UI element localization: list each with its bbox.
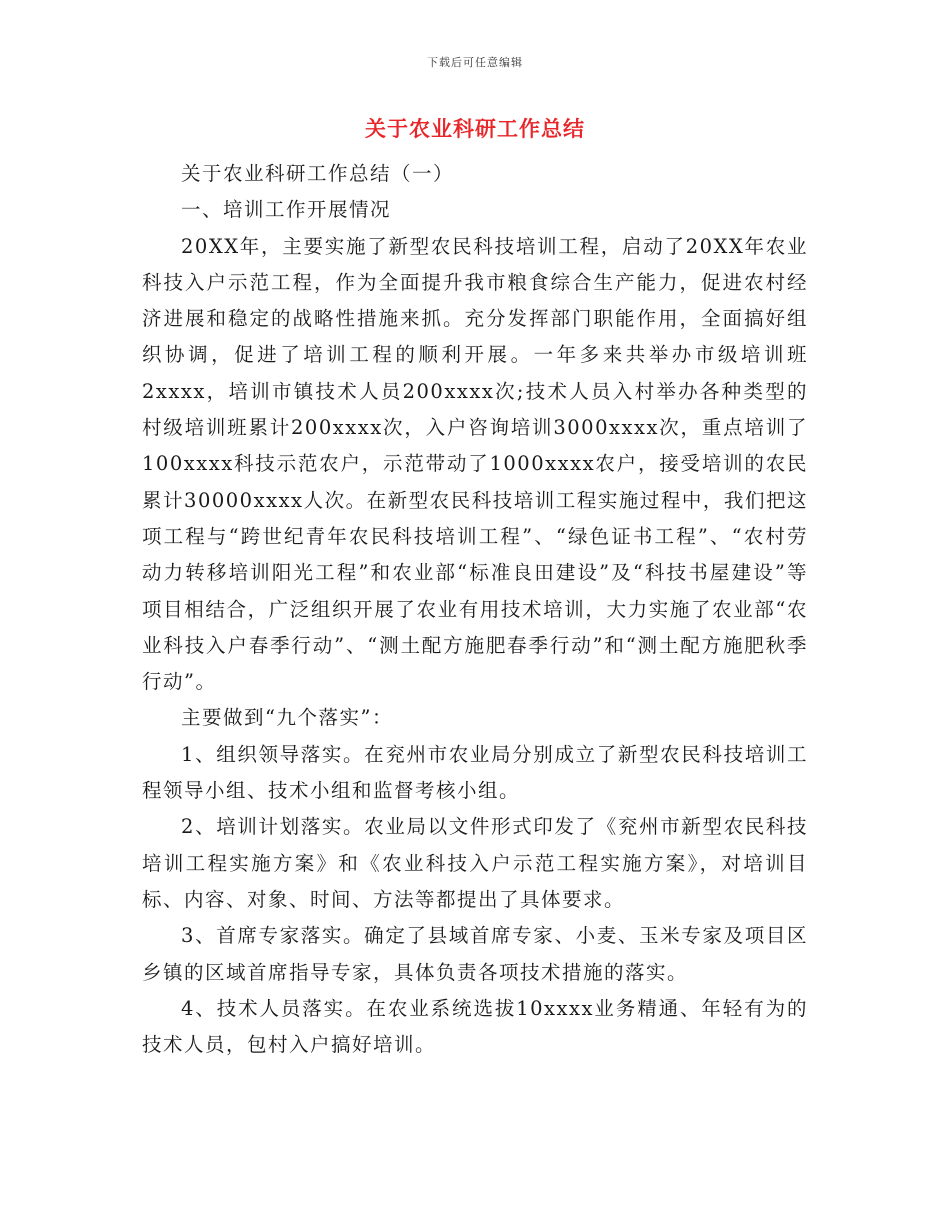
body-paragraph: 20XX年，主要实施了新型农民科技培训工程，启动了20XX年农业科技入户示范工程，作为全面提升我市粮食综合生产能力，促进农村经济进展和稳定的战略性措施来抓。充分发挥部门职能作用，全面搞好组织协调，促进了培训工程的顺利开展。一年多来共举办市级培训班2xxxx，培训市镇技术人员200xxxx次;技术人员入村举办各种类型的村级培训班累计200xxxx次，入户咨询培训3000xxxx次，重点培训了100xxxx科技示范农户，示范带动了1000xxxx农户，接受培训的农民累计30000xxxx人次。在新型农民科技培训工程实施过程中，我们把这项工程与“跨世纪青年农民科技培训工程”、“绿色证书工程”、“农村劳动力转移培训阳光工程”和农业部“标准良田建设”及“科技书屋建设”等项目相结合，广泛组织开展了农业有用技术培训，大力实施了农业部“农业科技入户春季行动”、“测土配方施肥春季行动”和“测土配方施肥秋季行动”。	[142, 234, 808, 694]
body-paragraph: 主要做到“九个落实”：	[181, 706, 393, 730]
body-paragraph: 1、组织领导落实。在兖州市农业局分别成立了新型农民科技培训工程领导小组、技术小组和监督考核小组。	[142, 742, 808, 803]
header-note: 下载后可任意编辑	[427, 56, 523, 69]
body-paragraph: 4、技术人员落实。在农业系统选拔10xxxx业务精通、年轻有为的技术人员，包村入户搞好培训。	[142, 996, 808, 1057]
subsection-heading: 一、培训工作开展情况	[181, 198, 392, 222]
body-paragraph: 2、培训计划落实。农业局以文件形式印发了《兖州市新型农民科技培训工程实施方案》和《农业科技入户示范工程实施方案》，对培训目标、内容、对象、时间、方法等都提出了具体要求。	[142, 815, 808, 911]
section-heading: 关于农业科研工作总结（一）	[181, 162, 455, 185]
body-paragraph: 3、首席专家落实。确定了县域首席专家、小麦、玉米专家及项目区乡镇的区域首席指导专家，具体负责各项技术措施的落实。	[142, 924, 808, 984]
document-title: 关于农业科研工作总结	[365, 116, 585, 141]
document-body	[142, 156, 808, 1063]
